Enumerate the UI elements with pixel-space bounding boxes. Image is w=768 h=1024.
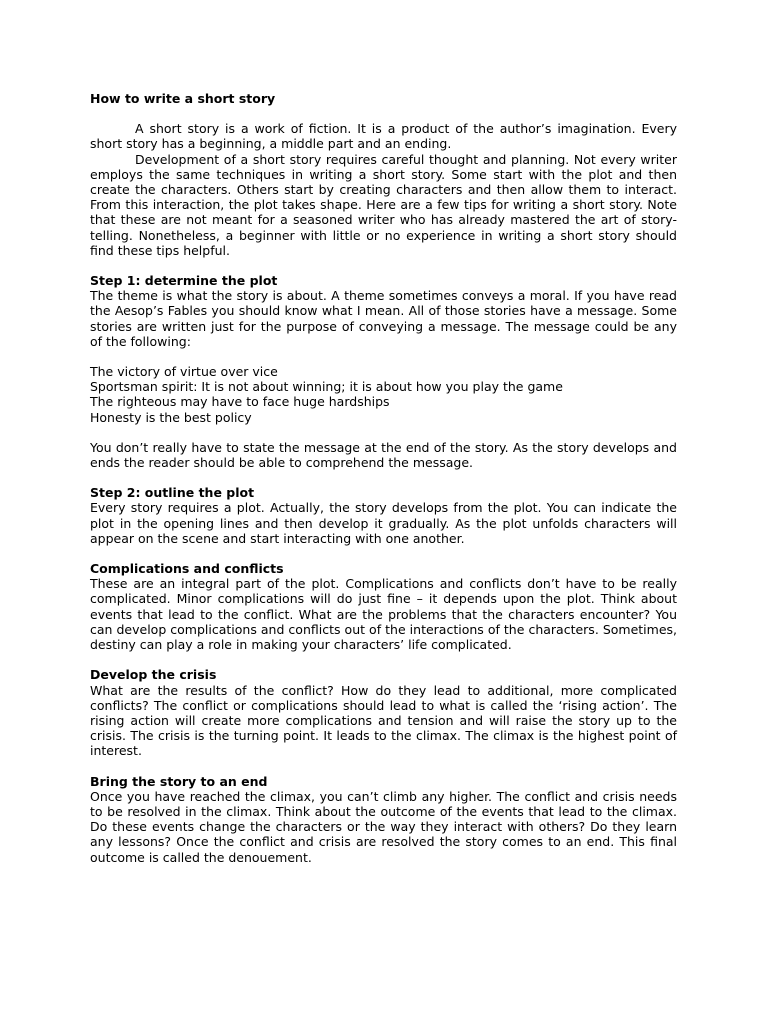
- step2-heading: Step 2: outline the plot: [90, 485, 255, 501]
- step1-paragraph: The theme is what the story is about. A theme sometimes conveys a moral. If you have read the Aesop’s Fables you should know what I mean. All of those stories have a message. Some stories are written just for the purpose of conveying a message. The message could be any of the following:: [90, 288, 677, 349]
- step1-heading: Step 1: determine the plot: [90, 273, 278, 289]
- list-item: The righteous may have to face huge hardships: [90, 394, 390, 410]
- list-item: The victory of virtue over vice: [90, 364, 278, 380]
- ending-paragraph: Once you have reached the climax, you can’t climb any higher. The conflict and crisis needs to be resolved in the climax. Think about the outcome of the events that lead to the climax. Do these events change the characters or the way they interact with others? Do they learn any lessons? Once the conflict and crisis are resolved the story comes to an end. This final outcome is called the denouement.: [90, 788, 677, 865]
- complications-heading: Complications and conflicts: [90, 561, 284, 577]
- document-title: How to write a short story: [90, 91, 276, 106]
- document-page: [90, 91, 677, 865]
- step1-after-list-paragraph: You don’t really have to state the message at the end of the story. As the story develops and ends the reader should be able to comprehend the message.: [90, 439, 677, 471]
- intro-paragraph-2: Development of a short story requires careful thought and planning. Not every writer employs the same techniques in writing a short story. Some start with the plot and then create the characters. Others start by creating characters and then allow them to interact. From this interaction, the plot takes shape. Here are a few tips for writing a short story. Note that these are not meant for a seasoned writer who has already mastered the art of story-telling. Nonetheless, a beginner with little or no experience in writing a short story should find these tips helpful.: [90, 151, 677, 258]
- list-item: Sportsman spirit: It is not about winning; it is about how you play the game: [90, 379, 563, 395]
- list-item: Honesty is the best policy: [90, 409, 252, 425]
- ending-heading: Bring the story to an end: [90, 773, 268, 789]
- intro-paragraph-1: A short story is a work of fiction. It is a product of the author’s imagination. Every short story has a beginning, a middle part and an ending.: [90, 121, 677, 152]
- crisis-paragraph: What are the results of the conflict? How do they lead to additional, more complicated conflicts? The conflict or complications should lead to what is called the ‘rising action’. The rising action will create more complications and tension and will raise the story up to the crisis. The crisis is the turning point. It leads to the climax. The climax is the highest point of interest.: [90, 682, 677, 759]
- complications-paragraph: These are an integral part of the plot. Complications and conflicts don’t have to be really complicated. Minor complications will do just fine – it depends upon the plot. Think about events that lead to the conflict. What are the problems that the characters encounter? You can develop complications and conflicts out of the interactions of the characters. Sometimes, destiny can play a role in making your characters’ life complicated.: [90, 576, 677, 653]
- message-list: [90, 364, 677, 425]
- step2-paragraph: Every story requires a plot. Actually, the story develops from the plot. You can indicate the plot in the opening lines and then develop it gradually. As the plot unfolds characters will appear on the scene and start interacting with one another.: [90, 500, 677, 546]
- crisis-heading: Develop the crisis: [90, 667, 217, 683]
